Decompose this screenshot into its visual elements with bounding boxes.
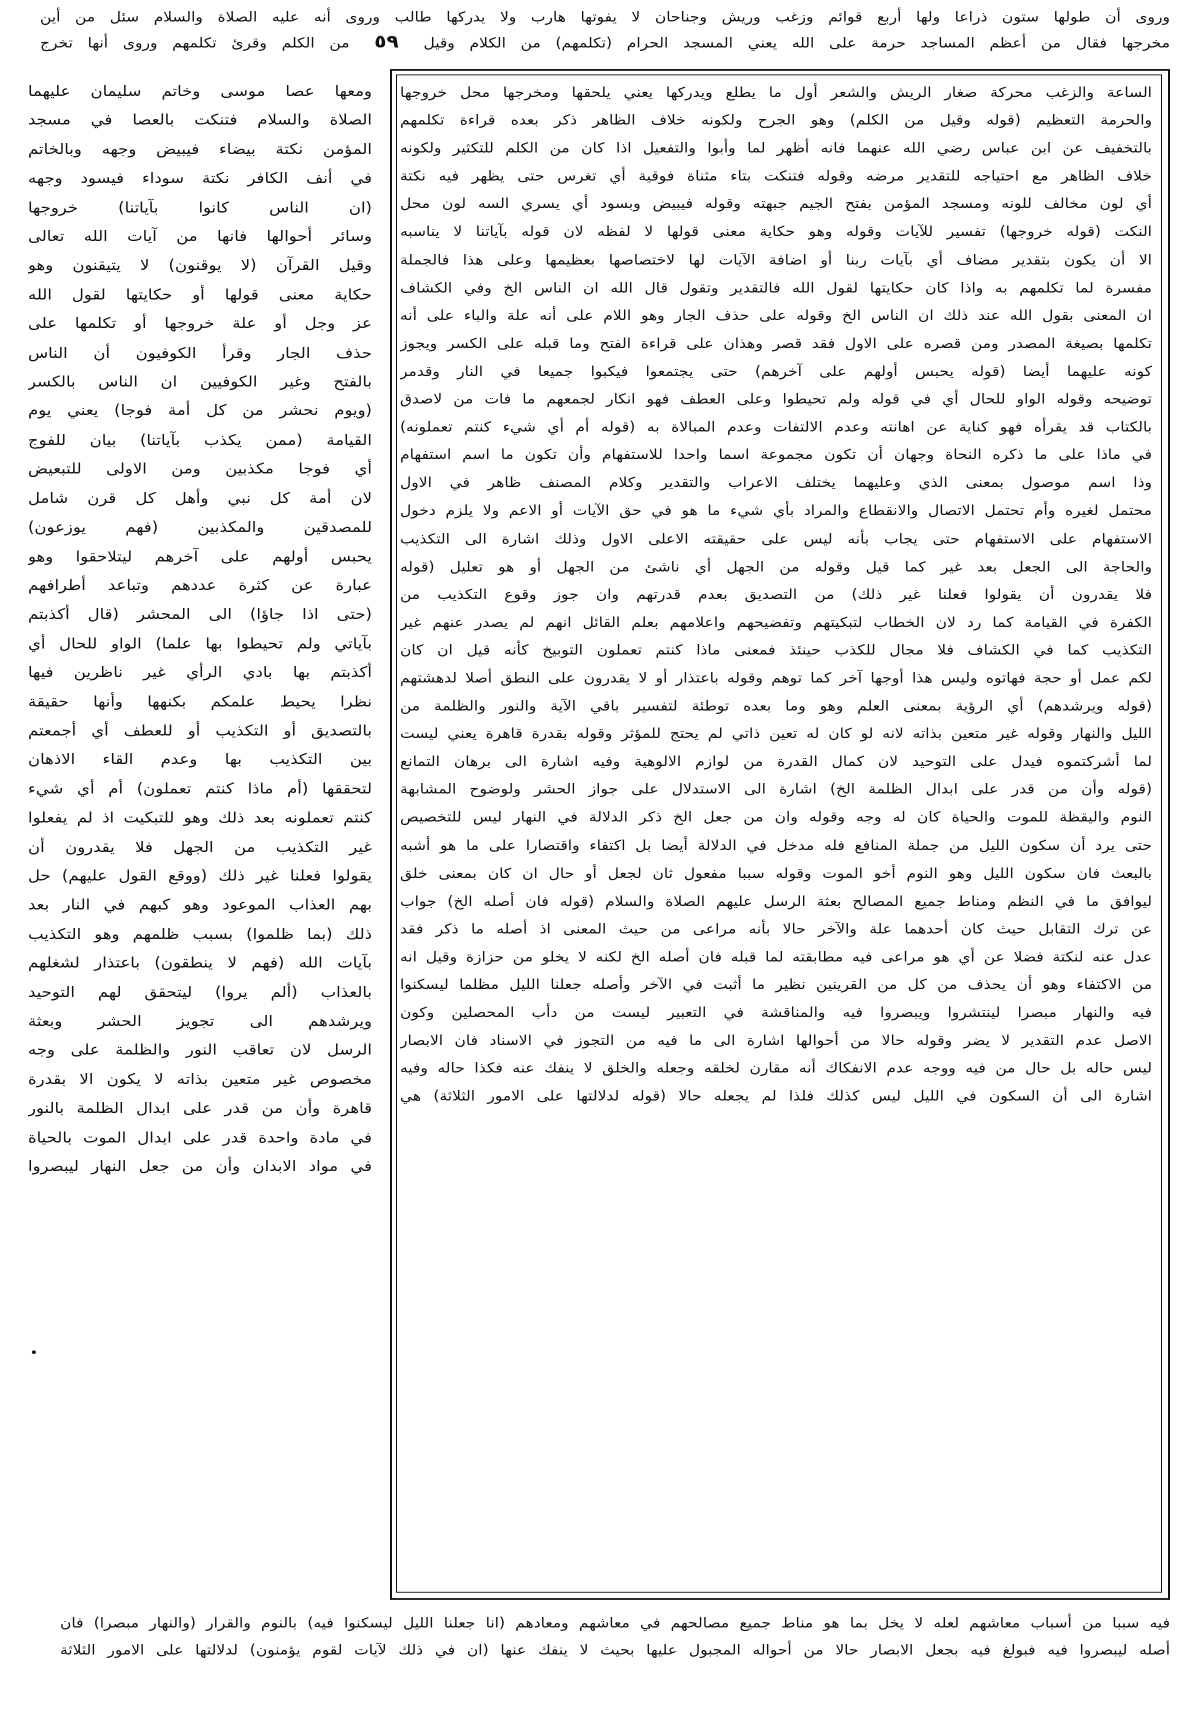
commentary-line: التكذيب كما في الكشاف فلا مجال للكذب حينئذ فمعنى ماذا كنتم تعملون التوبيخ كأنه قيل ان كان xyxy=(400,641,1152,659)
page-number: ٥٩ xyxy=(374,30,399,53)
margin-line: ذلك (بما ظلموا) بسبب ظلمهم وهو التكذيب xyxy=(28,925,372,943)
commentary-line: لكم عمل أو حجة فهاتوه وليس هذا أوجها آخر كما توهم وقوله باعتذار أو لا يقدرون على النطق أصلا لدهشتهم xyxy=(400,669,1152,687)
commentary-line: عدل عنه لنكتة فضلا عن أي هو مراعى فيه مطابقته لما قبله فان أصله الخ لكنه لا يخلو من حزازة وقيل انه xyxy=(400,948,1152,965)
margin-line: عز وجل أو علة خروجها أو تكلمها على xyxy=(28,315,372,333)
header-line: وروى أن طولها ستون ذراعا ولها أربع قوائم وزغب وريش وجناحان لا يفوتها هارب ولا يدركها طالب وروى أنه عليه الصلاة والسلام سئل من أين xyxy=(40,8,1170,26)
margin-line: حذف الجار وقرأ الكوفيون أن الناس xyxy=(28,344,372,362)
margin-line: (ان الناس كانوا بآياتنا) خروجها xyxy=(28,198,372,216)
margin-line: القيامة (ممن يكذب بآياتنا) بيان للفوج xyxy=(28,431,372,449)
commentary-line: من الاكتفاء وهو أن يحذف من كل من القرينين نظير ما أثبت في الآخر وأصله جعلنا الليل مظلما ليسكنوا xyxy=(400,976,1152,993)
commentary-line: الاصل عدم التقدير لا يضر وقوله حالا من أحوالها اشارة الى ما فيه من التجوز في الاسناد فان الابصار xyxy=(400,1032,1152,1049)
commentary-line: لما أشركتموه فيدل على التوحيد لان كمال القدرة من لوازم الالوهية وفيه اشارة الى برهان التمانع xyxy=(400,753,1152,770)
commentary-line: (قوله وأن من قدر على ابدال الظلمة الخ) اشارة الى الاستدلال على جواز الحشر ولوضوح المشابهة xyxy=(400,781,1152,798)
commentary-line: والحرمة التعظيم (قوله وقيل من الكلم) وهو الجرح ولكونه خلاف الظاهر ذكر بعده قراءة تكلمهم xyxy=(400,112,1152,129)
margin-line: بين التكذيب بها وعدم القاء الاذهان xyxy=(28,750,372,768)
margin-line: لان أمة كل نبي وأهل كل قرن شامل xyxy=(28,489,372,507)
margin-line: بالتصديق أو التكذيب أو للعطف أي أجمعتم xyxy=(28,721,372,739)
header-line xyxy=(40,30,1170,56)
commentary-line: فلا يقدرون أن يقولوا فعلنا غير ذلك) من التصديق بعدم قدرتهم وان جوز وقوع التكذيب من xyxy=(400,586,1152,603)
margin-line: مخصوص غير متعين بذاته لا يكون الا بقدرة xyxy=(28,1070,372,1088)
margin-tafsir-column xyxy=(28,77,372,1181)
margin-line: غير التكذيب من الجهل فلا يقدرون أن xyxy=(28,838,372,856)
commentary-line: ان المعنى بقول الله عند ذلك ان الناس الخ وقوله على حذف الجار وهو اللام على أنه علة والباء على أنه xyxy=(400,307,1152,324)
margin-line: أي فوجا مكذبين ومن الاولى للتبعيض xyxy=(28,460,372,478)
margin-line: قاهرة وأن من قدر على ابدال الظلمة بالنور xyxy=(28,1099,372,1117)
commentary-line: الساعة والزغب محركة صغار الريش والشعر أول ما يطلع ويدركها يعني يلحقها ومخرجها محل خروجها xyxy=(400,84,1152,101)
commentary-line: في ماذا على ما ذكره النحاة وجهان أن تكون مجموعة اسما واحدا للاستفهام وأن تكون ما اسم استفهام xyxy=(400,446,1152,463)
commentary-line: تكلمها بصيغة المصدر ومن قصره على الاول فقد قصر وهذان على قراءة الفتح وما قبله على الكسر ويجوز xyxy=(400,335,1152,352)
margin-line: بالفتح وغير الكوفيين ان الناس بالكسر xyxy=(28,373,372,391)
commentary-line: الليل والنهار وقوله غير متعين بذاته لانه لو كان له تعين ذاتي لم يحتج للمؤثر وقوله بقدرة قاهرة يعني ليست xyxy=(400,725,1152,742)
margin-line: حكاية معنى قولها أو حكايتها لقول الله xyxy=(28,285,372,303)
margin-line: يقولوا فعلنا غير ذلك (ووقع القول عليهم) حل xyxy=(28,867,372,885)
margin-line: بهم العذاب الموعود وهو كبهم في النار بعد xyxy=(28,896,372,914)
commentary-line: حتى يرد أن سكون الليل من جملة المنافع فله مدخل في الدلالة أيضا بل اكتفاء واقتصارا على ما هو أشبه xyxy=(400,837,1152,854)
commentary-line: الاستفهام على الاستفهام حتى يجاب بأنه ليس على حقيقته الاعلى الاول وذلك اشارة الى التكذيب xyxy=(400,530,1152,547)
commentary-line: محتمل لغيره وأم تحتمل الاتصال والانقطاع والمراد بأي شيء ما هو في حق الآيات أو الاعم ولا يلزم دخول xyxy=(400,502,1152,519)
margin-line: عبارة عن كثرة عددهم وتباعد أطرافهم xyxy=(28,576,372,594)
margin-line: أكذبتم بها بادي الرأي غير ناظرين فيها xyxy=(28,663,372,681)
margin-line: الصلاة والسلام فتنكت بالعصا في مسجد xyxy=(28,111,372,129)
commentary-line: توضيحه وقوله الواو للحال أي في قوله ولم تحيطوا وعلى العطف فهو انكار لجمعهم ما فات من لاصدق xyxy=(400,391,1152,408)
margin-line: المؤمن نكتة بيضاء فيبيض وجهه وبالخاتم xyxy=(28,140,372,158)
margin-line: في مادة واحدة قدر على ابدال الموت بالحياة xyxy=(28,1128,372,1146)
commentary-text-block xyxy=(400,79,1152,1111)
margin-line: وقيل القرآن (لا يوقنون) لا يتيقنون وهو xyxy=(28,256,372,274)
footer-text-block xyxy=(60,1610,1170,1664)
commentary-line: النكت (قوله خروجها) تفسير للآيات وقوله وهو حكاية معنى قولها لا لفظه لان قوله بآياتنا لا يناسبه xyxy=(400,223,1152,240)
commentary-line: مفسرة لما تكلمهم به واذا كان حكايتها لقول الله فالتقدير وتقول قال الله ان الناس الخ وفي الكشاف xyxy=(400,279,1152,296)
commentary-line: ليس حاله بل حال من فيه ووجه عدم الانفكاك أنه مقارن لخلقه وجعله والخلق لا ينفك عنه فكذا حاله وفيه xyxy=(400,1060,1152,1077)
margin-line: للمصدقين والمكذبين (فهم يوزعون) xyxy=(28,518,372,536)
commentary-line: كونه عليهما أيضا (قوله يحبس أولهم على آخرهم) حتى يجتمعوا فيكبوا جميعا في النار وقدمر xyxy=(400,363,1152,380)
margin-line: في مواد الابدان وأن من جعل النهار ليبصروا xyxy=(28,1157,372,1175)
margin-line: لتحققها (أم ماذا كنتم تعملون) أم أي شيء xyxy=(28,779,372,798)
commentary-line: ليوافق ما في النظم ومناط جميع المصالح بعثة الرسل عليهم الصلاة والسلام (قوله فان أصله الخ) جواب xyxy=(400,892,1152,910)
footer-line: أصله ليبصروا فيه فبولغ فيه بجعل الابصار حالا من أحواله المجبول عليها بحيث لا ينفك عنها (ان في ذلك لآيات لقوم يؤمنون) لدلالتها على الامور الثلاثة xyxy=(60,1642,1170,1659)
commentary-line: النوم واليقظة للموت والحياة كان له وجه وقوله وان من جعل الخ ذكر الدلالة في النهار ليس للتخصيص xyxy=(400,809,1152,826)
commentary-line: الا أن يكون بتقدير مضاف أي بآيات ربنا أو اضافة الآيات لها لاختصاصها بعظيمها وعلى هذا فالجملة xyxy=(400,251,1152,268)
commentary-line: عن ترك التقابل حيث كان أحدهما علة والآخر حالا بأنه مراعى من حيث المعنى اذ أصله ما ذكر فقد xyxy=(400,920,1152,937)
margin-line: بآيات الله (فهم لا ينطقون) باعتذار لشغلهم xyxy=(28,954,372,972)
header-line-segment: مخرجها فقال من أعظم المساجد حرمة على الله يعني المسجد الحرام (تكلمهم) من الكلام وقيل xyxy=(423,34,1170,52)
commentary-line: أي لون مخالف للونه ومسجد المؤمن بفتح الجيم جبهته وقوله فيبيض وبسود أي يسري السه لون محل xyxy=(400,195,1152,212)
margin-line: (ويوم نحشر من كل أمة فوجا) يعني يوم xyxy=(28,402,372,420)
commentary-line: والحاجة الى الجعل بعد غير كما قيل وقوله من الجهل أي ناشئ من الجهل أو هو تعليل (قوله xyxy=(400,558,1152,575)
commentary-line: بالبعث فان سكون الليل وهو النوم أخو الموت وقوله سببا مفعول ثان لجعل أو حال ان كان بمعنى خلق xyxy=(400,865,1152,882)
header-line-segment: من الكلم وقرئ تكلمهم وروى أنها تخرج xyxy=(40,34,350,52)
margin-line: كنتم تعملونه بعد ذلك وهو للتبكيت اذ لم يفعلوا xyxy=(28,809,372,827)
margin-line: في أنف الكافر نكتة سوداء فيسود وجهه xyxy=(28,169,372,187)
commentary-line: (قوله ويرشدهم) أي الرؤية بمعنى العلم وهو وما بعده توطئة لتفسير باقي الآية والنور والظلمة من xyxy=(400,697,1152,714)
margin-line: يحبس أولهم على آخرهم ليتلاحقوا وهو xyxy=(28,547,372,565)
commentary-line: فيه والنهار مبصرا لينتشروا ويبصروا فيه والمناقشة في التعبير ليست من دأب المحصلين وكون xyxy=(400,1004,1152,1021)
commentary-line: بالكتاب قد يقرأه فهو كناية عن اهانته وعدم الالتفات وعدم المبالاة به (قوله أم أي شيء كنتم تعملونه) xyxy=(400,418,1152,436)
footer-line: فيه سببا من أسباب معاشهم لعله لا يخل بما هو مناط جميع مصالحهم في معاشهم ومعادهم (انا جعلنا الليل ليسكنوا فيه) بالنوم والقرار (والنهار مبصرا) فان xyxy=(60,1615,1170,1632)
header-text-block xyxy=(40,5,1170,55)
commentary-line: الكفرة في القيامة كما رد لان الخطاب لتبكيتهم وتفضيحهم واعلامهم بعلم القائل انهم لم يصدر عنهم غير xyxy=(400,614,1152,631)
margin-line: نظرا يحيط علمكم بكنهها وأنها حقيقة xyxy=(28,692,372,710)
margin-line: ويرشدهم الى تجويز الحشر وبعثة xyxy=(28,1012,372,1030)
commentary-line: خلاف الظاهر مع احتياجه للتقدير مرضه وقوله فتنكت بتاء مثناة فوقية أي تغرس حتى يظهر فيه نكتة xyxy=(400,167,1152,185)
margin-line: بالعذاب (ألم يروا) ليتحقق لهم التوحيد xyxy=(28,983,372,1001)
margin-dot-mark: • xyxy=(29,1346,38,1361)
margin-line: ومعها عصا موسى وخاتم سليمان عليهما xyxy=(28,82,372,100)
commentary-line: بالتخفيف عن ابن عباس رضي الله عنهما فانه أظهر لما وأبوا والتفعيل اذا كان من الكلم للتكثير ولكونه xyxy=(400,140,1152,157)
commentary-line: وذا اسم موصول بمعنى الذي وعليهما يختلف الاعراب والتقدير وكلام المصنف ظاهر في الاول xyxy=(400,474,1152,491)
commentary-line: اشارة الى أن السكون في الليل ليس كذلك فلذا لم يجعله حالا (قوله لدلالتها على الامور الثلاثة) هي xyxy=(400,1088,1152,1105)
margin-line: وسائر أحوالها فانها من آيات الله تعالى xyxy=(28,227,372,245)
margin-line: (حتى اذا جاؤا) الى المحشر (قال أكذبتم xyxy=(28,605,372,623)
margin-line: بآياتي ولم تحيطوا بها علما) الواو للحال أي xyxy=(28,634,372,652)
margin-line: الرسل لان تعاقب النور والظلمة على وجه xyxy=(28,1041,372,1059)
